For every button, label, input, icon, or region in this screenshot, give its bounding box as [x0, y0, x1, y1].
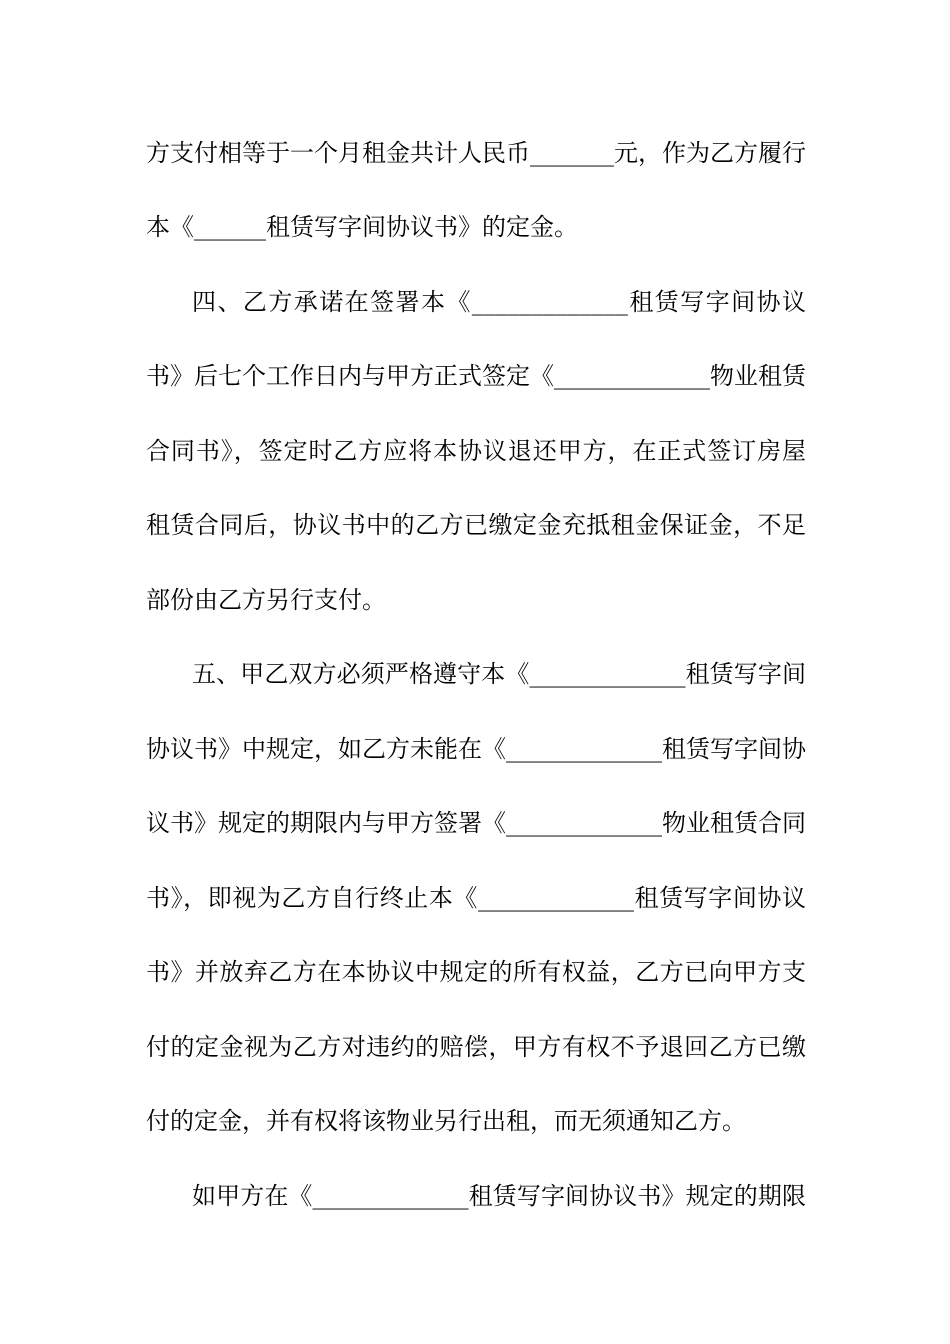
text-line-7: 部份由乙方另行支付。	[146, 586, 386, 614]
text-line-5: 合同书》，签定时乙方应将本协议退还甲方，在正式签订房屋	[146, 437, 806, 465]
text-line-15: 如甲方在《_____________租赁写字间协议书》规定的期限	[192, 1182, 806, 1210]
text-line-9: 协议书》中规定，如乙方未能在《_____________租赁写字间协	[146, 735, 806, 763]
text-line-8: 五、甲乙双方必须严格遵守本《_____________租赁写字间	[192, 660, 806, 688]
text-line-12: 书》并放弃乙方在本协议中规定的所有权益，乙方已向甲方支	[146, 958, 806, 986]
text-line-14: 付的定金，并有权将该物业另行出租，而无须通知乙方。	[146, 1107, 746, 1135]
text-line-2: 本《______租赁写字间协议书》的定金。	[146, 213, 578, 241]
text-line-11: 书》，即视为乙方自行终止本《_____________租赁写字间协议	[146, 884, 806, 912]
text-line-6: 租赁合同后，协议书中的乙方已缴定金充抵租金保证金，不足	[146, 511, 806, 539]
text-line-3: 四、乙方承诺在签署本《_____________租赁写字间协议	[192, 288, 806, 316]
text-line-13: 付的定金视为乙方对违约的赔偿，甲方有权不予退回乙方已缴	[146, 1033, 806, 1061]
text-line-1: 方支付相等于一个月租金共计人民币_______元，作为乙方履行	[146, 139, 806, 167]
text-line-4: 书》后七个工作日内与甲方正式签定《_____________物业租赁	[146, 362, 806, 390]
text-line-10: 议书》规定的期限内与甲方签署《_____________物业租赁合同	[146, 809, 806, 837]
